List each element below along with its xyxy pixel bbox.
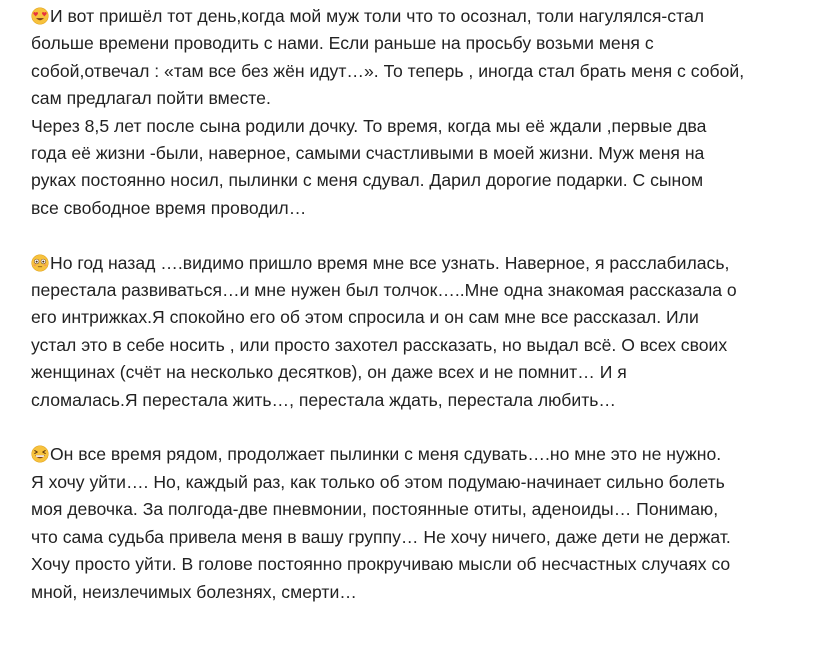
post-text [31, 3, 806, 606]
paragraph-2 [31, 113, 806, 223]
paragraph-4 [31, 441, 806, 605]
text-line: Через 8,5 лет после сына родили дочку. То время, когда мы её ждали ,первые два [31, 115, 707, 136]
heart-eyes-emoji-icon [31, 7, 49, 25]
text-line: И вот пришёл тот день,когда мой муж толи что то осознал, толи нагулялся-стал [31, 3, 806, 30]
text-line: устал это в себе носить , или просто захотел рассказать, но выдал всё. О всех своих [31, 334, 728, 355]
text-line: Но год назад ….видимо пришло время мне все узнать. Наверное, я расслабилась, [31, 250, 806, 277]
text-line: что сама судьба привела меня в вашу группу… Не хочу ничего, даже дети не держат. [31, 526, 731, 547]
paragraph-gap [31, 222, 806, 249]
text-line: года её жизни -были, наверное, самыми счастливыми в моей жизни. Муж меня на [31, 143, 705, 164]
paragraph-3 [31, 250, 806, 414]
paragraph-1 [31, 3, 806, 113]
text-line: все свободное время проводил… [31, 197, 307, 218]
text-line: руках постоянно носил, пылинки с меня сдувал. Дарил дорогие подарки. С сыном [31, 170, 704, 191]
text-line: сломалась.Я перестала жить…, перестала ждать, перестала любить… [31, 389, 617, 410]
text-line: Он все время рядом, продолжает пылинки с меня сдувать….но мне это не нужно. [31, 441, 806, 468]
text-line: собой,отвечал : «там все без жён идут…». То теперь , иногда стал брать меня с собой, [31, 60, 745, 81]
text-line: Я хочу уйти…. Но, каждый раз, как только об этом подумаю-начинает сильно болеть [31, 471, 725, 492]
text-line: Хочу просто уйти. В голове постоянно прокручиваю мысли об несчастных случаях со [31, 554, 731, 575]
paragraph-gap [31, 414, 806, 441]
text-line: женщинах (счёт на несколько десятков), он даже всех и не помнит… И я [31, 362, 627, 383]
text-line: мной, неизлечимых болезнях, смерти… [31, 581, 357, 602]
flushed-emoji-icon [31, 254, 49, 272]
text-line: моя девочка. За полгода-две пневмонии, постоянные отиты, аденоиды… Понимаю, [31, 499, 719, 520]
text-line: его интрижках.Я спокойно его об этом спросила и он сам мне все рассказал. Или [31, 307, 699, 328]
text-line: перестала развиваться…и мне нужен был толчок…..Мне одна знакомая рассказала о [31, 280, 737, 301]
grinning-squinting-emoji-icon [31, 445, 49, 463]
text-line: больше времени проводить с нами. Если раньше на просьбу возьми меня с [31, 33, 654, 54]
text-line: сам предлагал пойти вместе. [31, 88, 271, 109]
